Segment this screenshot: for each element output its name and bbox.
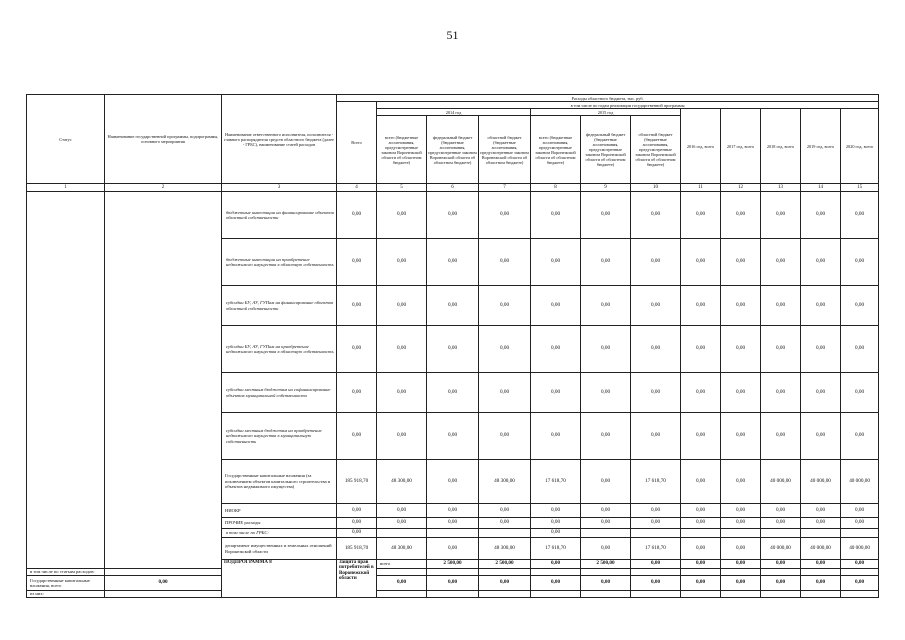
column-index: 13 xyxy=(761,184,801,192)
value-cell: 0,00 xyxy=(761,576,801,591)
value-cell: 0,00 xyxy=(377,239,427,286)
empty-cell xyxy=(761,591,801,598)
value-cell: 48 300,00 xyxy=(479,460,531,504)
value-cell: 0,00 xyxy=(761,286,801,326)
header-2014-fed: федеральный бюджет (бюджетные ассигнования, предусмотренные законом Воронежской области об областном бюджете) xyxy=(427,116,479,184)
empty-cell xyxy=(581,529,631,538)
column-index-row xyxy=(27,184,879,192)
value-cell: 0,00 xyxy=(581,518,631,529)
value-cell: 0,00 xyxy=(427,192,479,239)
value-cell: 0,00 xyxy=(631,373,681,413)
value-cell: 0,00 xyxy=(721,576,761,591)
value-cell: 0,00 xyxy=(337,504,377,518)
value-cell: 0,00 xyxy=(721,326,761,373)
header-2014-obl: областной бюджет (бюджетные ассигнования, предусмотренные законом Воронежской области об областном бюджете) xyxy=(479,116,531,184)
column-index: 7 xyxy=(479,184,531,192)
value-cell: 0,00 xyxy=(681,413,721,460)
row-label: бюджетные инвестиции на приобретение недвижимого имущества в областную собственность xyxy=(222,239,337,286)
header-2018: 2018 год, всего xyxy=(761,109,801,184)
value-cell: 0,00 xyxy=(721,504,761,518)
value-cell: 0,00 xyxy=(721,373,761,413)
value-cell: 0,00 xyxy=(531,373,581,413)
row-label: субсидии местным бюджетам на софинансирование объектов муниципальной собственности xyxy=(222,373,337,413)
empty-cell xyxy=(581,591,631,598)
value-cell: 0,00 xyxy=(581,538,631,560)
value-cell: 0,00 xyxy=(801,413,841,460)
value-cell: 0,00 xyxy=(581,373,631,413)
column-index: 6 xyxy=(427,184,479,192)
value-cell: 0,00 xyxy=(427,576,479,591)
value-cell: 0,00 xyxy=(681,373,721,413)
value-cell: 0,00 xyxy=(801,192,841,239)
value-cell: 0,00 xyxy=(377,286,427,326)
value-cell: 0,00 xyxy=(631,504,681,518)
column-index: 11 xyxy=(681,184,721,192)
empty-cell xyxy=(427,529,479,538)
empty-cell xyxy=(581,569,631,576)
row-label: Государственные капитальные вложения, всего xyxy=(27,576,105,591)
value-cell: 0,00 xyxy=(479,286,531,326)
value-cell: 0,00 xyxy=(427,326,479,373)
row-label: в том числе по статьям расходов: xyxy=(27,569,105,576)
value-cell: 0,00 xyxy=(479,413,531,460)
value-cell: 0,00 xyxy=(531,504,581,518)
value-cell: 0,00 xyxy=(721,460,761,504)
value-cell: 0,00 xyxy=(801,239,841,286)
value-cell: 0,00 xyxy=(479,518,531,529)
value-cell: 48 300,00 xyxy=(377,538,427,560)
value-cell: 0,00 xyxy=(721,286,761,326)
value-cell: 0,00 xyxy=(427,460,479,504)
column-index: 3 xyxy=(222,184,337,192)
column-index: 1 xyxy=(27,184,105,192)
value-cell: 0,00 xyxy=(377,192,427,239)
empty-cell xyxy=(841,529,879,538)
value-cell: 0,00 xyxy=(581,192,631,239)
value-cell: 0,00 xyxy=(581,460,631,504)
value-cell: 0,00 xyxy=(631,518,681,529)
empty-cell xyxy=(479,529,531,538)
empty-cell xyxy=(721,591,761,598)
header-program-name: Наименование государственной программы, подпрограммы, основного мероприятия xyxy=(105,95,222,184)
value-cell: 0,00 xyxy=(531,192,581,239)
header-total: Всего xyxy=(337,102,377,184)
value-cell: 0,00 xyxy=(631,576,681,591)
value-cell: 40 000,00 xyxy=(801,460,841,504)
value-cell: 0,00 xyxy=(801,576,841,591)
empty-cell xyxy=(761,569,801,576)
value-cell: 0,00 xyxy=(681,326,721,373)
header-2015-total: всего (бюджетные ассигнования, предусмотренные законом Воронежской области об областном бюджете) xyxy=(531,116,581,184)
empty-cell xyxy=(105,591,222,598)
empty-cell xyxy=(105,569,222,576)
empty-cell xyxy=(427,569,479,576)
value-cell: 0,00 xyxy=(681,518,721,529)
table-row xyxy=(27,192,879,239)
value-cell: 0,00 xyxy=(337,239,377,286)
value-cell: 0,00 xyxy=(427,504,479,518)
empty-cell xyxy=(631,591,681,598)
value-cell: 0,00 xyxy=(801,504,841,518)
value-cell: 0,00 xyxy=(801,326,841,373)
value-cell: 0,00 xyxy=(761,560,801,569)
row-label: в том числе по ГРБС: xyxy=(222,529,337,538)
table-row xyxy=(27,569,879,576)
empty-cell xyxy=(479,569,531,576)
value-cell: 40 000,00 xyxy=(841,538,879,560)
empty-cell xyxy=(761,529,801,538)
value-cell: 0,00 xyxy=(761,413,801,460)
value-cell: 0,00 xyxy=(681,538,721,560)
value-cell: 0,00 xyxy=(531,413,581,460)
value-cell: 0,00 xyxy=(721,538,761,560)
value-cell: 0,00 xyxy=(681,192,721,239)
value-cell: 17 618,70 xyxy=(531,538,581,560)
value-cell: 0,00 xyxy=(531,239,581,286)
value-cell: 0,00 xyxy=(337,529,377,538)
value-cell: 0,00 xyxy=(721,192,761,239)
value-cell: 0,00 xyxy=(581,326,631,373)
row-label: Государственные капитальные вложения (за исключением объектов капитального строительства и объектов недвижимого имущества) xyxy=(222,460,337,504)
value-cell: 0,00 xyxy=(581,576,631,591)
value-cell: 0,00 xyxy=(631,192,681,239)
value-cell: 0,00 xyxy=(337,518,377,529)
status-cell-empty xyxy=(27,192,105,569)
value-cell: 0,00 xyxy=(337,192,377,239)
empty-cell xyxy=(801,569,841,576)
column-index: 15 xyxy=(841,184,879,192)
empty-cell xyxy=(631,569,681,576)
value-cell: 48 300,00 xyxy=(377,460,427,504)
value-cell: 0,00 xyxy=(479,239,531,286)
value-cell: 0,00 xyxy=(377,413,427,460)
column-index: 8 xyxy=(531,184,581,192)
header-2019: 2019 год, всего xyxy=(801,109,841,184)
value-cell: 0,00 xyxy=(631,286,681,326)
value-cell: 0,00 xyxy=(681,560,721,569)
empty-cell xyxy=(631,529,681,538)
row-label: субсидии БУ, АУ, ГУПам на приобретение недвижимого имущества в областную собственность xyxy=(222,326,337,373)
table-row xyxy=(27,576,879,591)
value-cell: 0,00 xyxy=(721,239,761,286)
header-executor: Наименование ответственного исполнителя, исполнителя - главного распорядителя средств областного бюджета (далее - ГРБС), наименование статей расходов xyxy=(222,95,337,184)
value-cell: 0,00 xyxy=(581,239,631,286)
row-label: всего xyxy=(377,560,427,569)
table-row xyxy=(27,591,879,598)
header-2015-obl: областной бюджет (бюджетные ассигнования, предусмотренные законом Воронежской области об областном бюджете) xyxy=(631,116,681,184)
value-cell: 0,00 xyxy=(427,518,479,529)
value-cell: 0,00 xyxy=(841,239,879,286)
value-cell: 2 500,00 xyxy=(479,560,531,569)
header-2015-fed: федеральный бюджет (бюджетные ассигнования, предусмотренные законом Воронежской области об областном бюджете) xyxy=(581,116,631,184)
empty-cell xyxy=(841,569,879,576)
empty-cell xyxy=(377,591,427,598)
value-cell: 0,00 xyxy=(581,286,631,326)
value-cell: 0,00 xyxy=(531,560,581,569)
empty-cell xyxy=(377,569,427,576)
value-cell: 0,00 xyxy=(427,286,479,326)
value-cell: 0,00 xyxy=(479,373,531,413)
header-2020: 2020 год, всего xyxy=(841,109,879,184)
value-cell: 0,00 xyxy=(841,576,879,591)
value-cell: 0,00 xyxy=(841,518,879,529)
value-cell: 2 500,00 xyxy=(581,560,631,569)
value-cell: 0,00 xyxy=(377,326,427,373)
value-cell: 0,00 xyxy=(721,413,761,460)
value-cell: 0,00 xyxy=(531,518,581,529)
value-cell: 40 000,00 xyxy=(761,460,801,504)
value-cell: 40 000,00 xyxy=(801,538,841,560)
value-cell: 0,00 xyxy=(681,576,721,591)
budget-table xyxy=(26,94,879,598)
value-cell: 0,00 xyxy=(337,373,377,413)
empty-cell xyxy=(721,569,761,576)
value-cell: 0,00 xyxy=(631,413,681,460)
value-cell: 0,00 xyxy=(531,576,581,591)
header-status: Статус xyxy=(27,95,105,184)
value-cell: 0,00 xyxy=(721,518,761,529)
row-label: НИОКР xyxy=(222,504,337,518)
value-cell: 0,00 xyxy=(531,286,581,326)
row-label: субсидии БУ, АУ, ГУПам на финансирование объектов областной собственности xyxy=(222,286,337,326)
column-index: 4 xyxy=(337,184,377,192)
value-cell: 0,00 xyxy=(427,413,479,460)
empty-cell xyxy=(681,591,721,598)
value-cell: 0,00 xyxy=(761,239,801,286)
value-cell: 0,00 xyxy=(761,373,801,413)
value-cell: 0,00 xyxy=(581,413,631,460)
value-cell: 17 618,70 xyxy=(631,460,681,504)
value-cell: 0,00 xyxy=(841,560,879,569)
value-cell: 0,00 xyxy=(681,239,721,286)
row-label: субсидии местным бюджетам на приобретение недвижимого имущества в муниципальную собственность xyxy=(222,413,337,460)
value-cell: 185 918,70 xyxy=(337,538,377,560)
value-cell: 0,00 xyxy=(531,326,581,373)
value-cell: 0,00 xyxy=(761,518,801,529)
value-cell: 0,00 xyxy=(801,560,841,569)
program-cell-empty xyxy=(105,192,222,569)
empty-cell xyxy=(681,529,721,538)
empty-cell xyxy=(721,529,761,538)
empty-cell xyxy=(681,569,721,576)
row-label: из них: xyxy=(27,591,105,598)
value-cell: 0,00 xyxy=(761,192,801,239)
value-cell: 0,00 xyxy=(681,460,721,504)
value-cell: 0,00 xyxy=(631,560,681,569)
value-cell: 0,00 xyxy=(631,239,681,286)
value-cell: 17 618,70 xyxy=(531,460,581,504)
value-cell: 0,00 xyxy=(841,286,879,326)
value-cell: 40 000,00 xyxy=(841,460,879,504)
header-2014-total: всего (бюджетные ассигнования, предусмотренные законом Воронежской области об областном бюджете) xyxy=(377,116,427,184)
row-label: ПРОЧИЕ расходы xyxy=(222,518,337,529)
value-cell: 0,00 xyxy=(681,286,721,326)
value-cell: 0,00 xyxy=(801,518,841,529)
column-index: 5 xyxy=(377,184,427,192)
header-budget-title: Расходы областного бюджета, тыс. руб. xyxy=(337,95,879,102)
value-cell: 0,00 xyxy=(479,192,531,239)
page-number: 51 xyxy=(446,28,459,42)
value-cell: 0,00 xyxy=(841,373,879,413)
value-cell: 0,00 xyxy=(631,326,681,373)
value-cell: 0,00 xyxy=(479,576,531,591)
value-cell: 0,00 xyxy=(761,326,801,373)
header-2016: 2016 год, всего xyxy=(681,109,721,184)
subprogram-status: ПОДПРОГРАММА 8 xyxy=(222,560,337,598)
value-cell: 0,00 xyxy=(531,529,581,538)
value-cell: 0,00 xyxy=(337,326,377,373)
empty-cell xyxy=(479,591,531,598)
column-index: 2 xyxy=(105,184,222,192)
value-cell: 0,00 xyxy=(337,413,377,460)
header-year-2015: 2015 год xyxy=(531,109,681,116)
value-cell: 0,00 xyxy=(377,504,427,518)
empty-cell xyxy=(801,529,841,538)
value-cell: 0,00 xyxy=(377,373,427,413)
value-cell: 2 500,00 xyxy=(427,560,479,569)
value-cell: 0,00 xyxy=(581,504,631,518)
value-cell: 0,00 xyxy=(721,560,761,569)
value-cell: 0,00 xyxy=(377,518,427,529)
value-cell: 0,00 xyxy=(479,326,531,373)
empty-cell xyxy=(531,569,581,576)
row-label: бюджетные инвестиции на финансирование объектов областной собственности xyxy=(222,192,337,239)
column-index: 10 xyxy=(631,184,681,192)
empty-cell xyxy=(427,591,479,598)
subprogram-name: Защита прав потребителей в Воронежской области xyxy=(337,560,377,598)
value-cell: 0,00 xyxy=(337,286,377,326)
value-cell: 0,00 xyxy=(105,576,222,591)
header-by-years: в том числе по годам реализации государственной программы xyxy=(377,102,879,109)
value-cell: 0,00 xyxy=(841,413,879,460)
value-cell: 185 918,70 xyxy=(337,460,377,504)
empty-cell xyxy=(841,591,879,598)
value-cell: 0,00 xyxy=(801,373,841,413)
value-cell: 17 618,70 xyxy=(631,538,681,560)
value-cell: 0,00 xyxy=(841,192,879,239)
header-2017: 2017 год, всего xyxy=(721,109,761,184)
value-cell: 0,00 xyxy=(427,239,479,286)
value-cell: 0,00 xyxy=(427,538,479,560)
empty-cell xyxy=(801,591,841,598)
empty-cell xyxy=(377,529,427,538)
value-cell: 0,00 xyxy=(801,286,841,326)
row-label: департамент имущественных и земельных отношений Воронежской области xyxy=(222,538,337,560)
value-cell: 0,00 xyxy=(479,504,531,518)
value-cell: 0,00 xyxy=(681,504,721,518)
value-cell: 0,00 xyxy=(377,576,427,591)
value-cell: 40 000,00 xyxy=(761,538,801,560)
value-cell: 0,00 xyxy=(761,504,801,518)
empty-cell xyxy=(531,591,581,598)
column-index: 9 xyxy=(581,184,631,192)
header-year-2014: 2014 год xyxy=(377,109,531,116)
value-cell: 48 300,00 xyxy=(479,538,531,560)
column-index: 14 xyxy=(801,184,841,192)
value-cell: 0,00 xyxy=(427,373,479,413)
value-cell: 0,00 xyxy=(841,504,879,518)
value-cell: 0,00 xyxy=(841,326,879,373)
column-index: 12 xyxy=(721,184,761,192)
